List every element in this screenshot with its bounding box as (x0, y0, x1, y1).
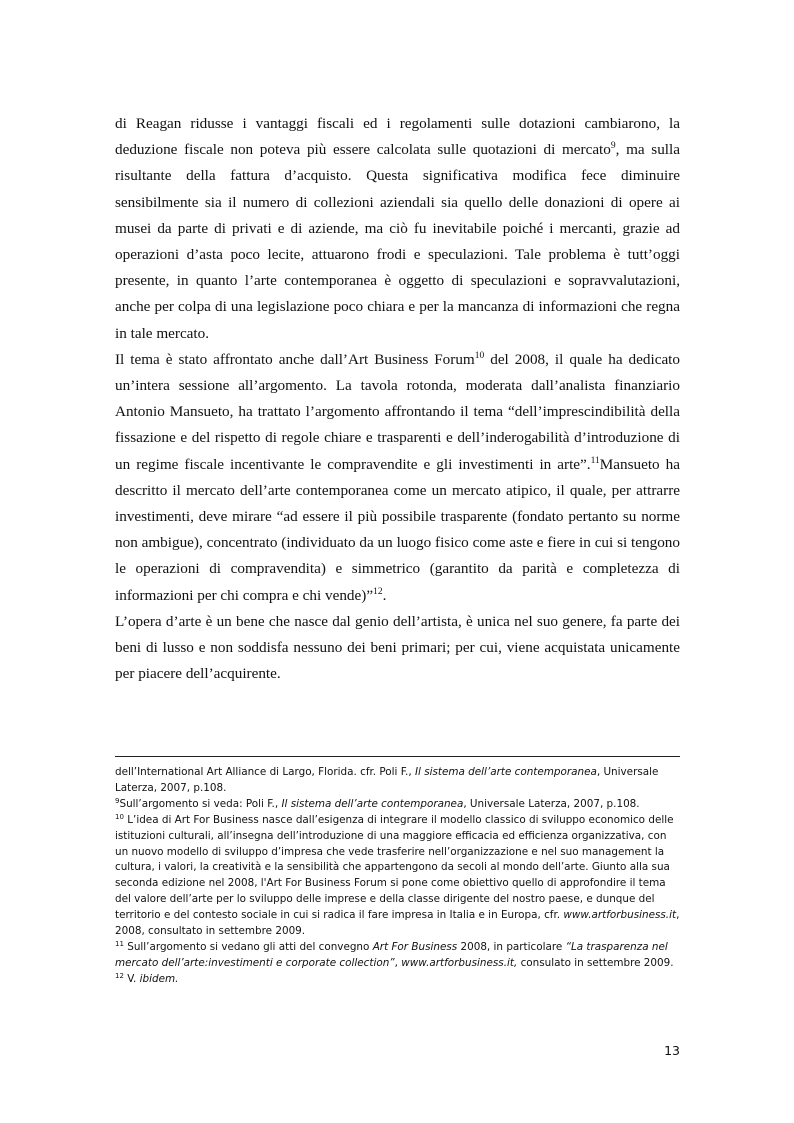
text-run: Sull’argomento si veda: Poli F., (119, 797, 282, 810)
italic-text: “La trasparenza nel mercato dell’arte:investimenti e corporate collection” (115, 940, 668, 969)
footnote (115, 813, 680, 940)
text-run: , 2008, consultato in settembre 2009. (115, 909, 680, 938)
body-text (115, 111, 680, 687)
italic-text: Il sistema dell’arte contemporanea (281, 797, 464, 810)
text-run: L’opera d’arte è un bene che nasce dal genio dell’artista, è unica nel suo genere, fa parte dei beni di lusso e non soddisfa nessuno dei beni primari; per cui, viene acquistata unicamente per piacere dell’acquirente. (115, 612, 680, 683)
footnote-marker: 12 (115, 971, 124, 980)
footnote (115, 972, 680, 988)
footnote-marker: 10 (474, 350, 485, 361)
text-run: dell’International Art Alliance di Largo, Florida. cfr. Poli F., (115, 766, 415, 778)
text-run: 2008, in particolare (457, 940, 566, 953)
text-run: di Reagan ridusse i vantaggi fiscali ed i regolamenti sulle dotazioni cambiarono, la deduzione fiscale non poteva più essere calcolata sulle quotazioni di mercato (115, 115, 680, 159)
footnote-marker: 9 (610, 141, 616, 152)
body-paragraph (115, 347, 680, 609)
italic-text: www.artforbusiness.it (563, 909, 677, 922)
text-run: Il tema è stato affrontato anche dall’Art Business Forum (115, 350, 475, 368)
text-run: , (394, 956, 402, 969)
italic-text: ibidem. (139, 972, 179, 985)
body-paragraph (115, 609, 680, 688)
text-run: V. (123, 972, 140, 985)
footnote-marker: 10 (115, 812, 124, 821)
footnote-marker: 11 (590, 455, 600, 466)
body-paragraph (115, 111, 680, 347)
text-run: Sull’argomento si vedano gli atti del convegno (123, 940, 373, 953)
italic-text: www.artforbusiness.it, (401, 956, 518, 969)
text-run: , Universale Laterza, 2007, p.108. (463, 797, 640, 810)
text-run: . (382, 586, 387, 604)
footnote (115, 765, 680, 797)
italic-text: Il sistema dell’arte contemporanea (414, 766, 597, 778)
page-number: 13 (664, 1043, 680, 1058)
text-run: L’idea di Art For Business nasce dall’esigenza di integrare il modello classico di sviluppo economico delle istituzioni culturali, all’insegna dell’introduzione di una maggiore efficacia ed efficienza organizzativa, con un nuovo modello di sviluppo d’impresa che vede trasferire nell’organizzazione e nel suo management la cultura, i valori, la creatività e la sensibilità che appartengono da secoli al mondo dell’arte. Giunto alla sua seconda edizione nel 2008, l'Art For Business Forum si pone come obiettivo quello di approfondire il tema del valore dell’arte per lo sviluppo delle imprese e della classe dirigente del nostro paese, e dunque del territorio e del contesto sociale in cui si radica il fare impresa in Italia e in Europa, cfr. (115, 813, 674, 922)
footnote (115, 797, 680, 813)
footnote (115, 940, 680, 972)
footnotes (115, 765, 680, 988)
text-run: Mansueto ha descritto il mercato dell’arte contemporanea come un mercato atipico, il quale, per attrarre investimenti, deve mirare “ad essere il più possibile trasparente (fondato pertanto su norme non ambigue), concentrato (individuato da un luogo fisico come aste e fiere in cui si tengono le operazioni di compravendita) e simmetrico (garantito da parità e completezza di informazioni per chi compra e chi vende)” (115, 455, 681, 604)
footnote-marker: 9 (115, 796, 120, 805)
text-run: consulato in settembre 2009. (517, 956, 674, 969)
footnote-marker: 12 (373, 586, 383, 597)
italic-text: Art For Business (372, 940, 458, 953)
footnote-marker: 11 (115, 939, 124, 948)
footnote-separator (115, 756, 680, 757)
text-run: , Universale Laterza, 2007, p.108. (115, 766, 659, 794)
text-run: del 2008, il quale ha dedicato un’intera sessione all’argomento. La tavola rotonda, moderata dall’analista finanziario Antonio Mansueto, ha trattato l’argomento affrontando il tema “dell’imprescindibilità della fissazione e del rispetto di regole chiare e trasparenti e dell’inderogabilità d’introduzione di un regime fiscale incentivante le compravendite e gli investimenti in arte”. (115, 350, 680, 473)
text-run: , ma sulla risultante della fattura d’acquisto. Questa significativa modifica fece diminuire sensibilmente sia il numero di collezioni aziendali sia quello delle donazioni di opere ai musei da parte di privati e di aziende, ma ciò fu inevitabile poiché i mercanti, grazie ad operazioni d’asta poco lecite, attuarono frodi e speculazioni. Tale problema è tutt’oggi presente, in quanto l’arte contemporanea è oggetto di speculazioni e sopravvalutazioni, anche per colpa di una legislazione poco chiara e per la mancanza di informazioni che regna in tale mercato. (115, 141, 680, 342)
